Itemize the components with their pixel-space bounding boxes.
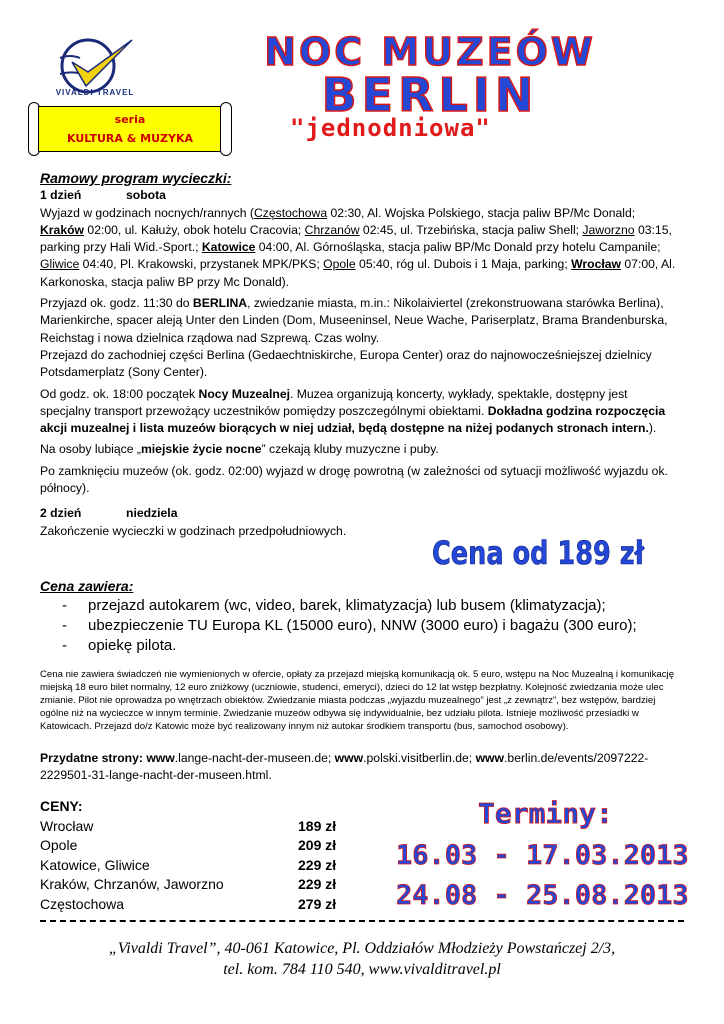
- night-notice: Dokładna godzina rozpoczęcia akcji muzealnej i lista muzeów biorących w niej udział, będą dostępne na niżej podanych stronach intern.: [40, 403, 666, 436]
- title-line2: BERLIN: [321, 68, 539, 122]
- series-label: seria: [114, 113, 146, 126]
- stop-city: Wrocław: [571, 257, 622, 272]
- title-line1: NOC MUZEÓW: [264, 30, 596, 74]
- series-name: KULTURA & MUZYKA: [67, 132, 193, 145]
- price-value: 209 zł: [298, 837, 337, 853]
- list-item: - ubezpieczenie TU Europa KL (15000 euro), NNW (3000 euro) i bagażu (300 euro);: [62, 616, 680, 636]
- price-city: Częstochowa: [40, 895, 125, 912]
- stop-details: 02:00, ul. Kałuży, obok hotelu Cracovia;: [84, 222, 305, 237]
- arrival-paragraph: [40, 295, 680, 347]
- useful-label: Przydatne strony:: [40, 751, 147, 765]
- program-heading: Ramowy program wycieczki:: [40, 170, 232, 186]
- stop-city: Kraków: [40, 222, 85, 237]
- stop-details: 05:40, róg ul. Dubois i 1 Maja, parking;: [355, 257, 572, 272]
- footer: [40, 938, 684, 980]
- clubs-a: Na osoby lubiące „: [40, 442, 141, 457]
- prices-heading: CENY:: [40, 798, 83, 814]
- day2-text: Zakończenie wycieczki w godzinach przedpołudniowych.: [40, 523, 347, 538]
- day1-row: [40, 187, 680, 204]
- stop-city: Częstochowa: [253, 205, 328, 220]
- night-paragraph: [40, 386, 680, 438]
- stop-details: 04:40, Pl. Krakowski, przystanek MPK/PKS;: [79, 257, 324, 272]
- logo-text: VIVALDI TRAVEL: [55, 88, 135, 97]
- arrival-text: Przyjazd ok. godz. 11:30 do: [40, 296, 193, 311]
- departure-paragraph: [40, 205, 680, 291]
- subtitle: "jednodniowa": [290, 114, 491, 142]
- series-banner: [28, 98, 232, 160]
- footer-address: „Vivaldi Travel”, 40-061 Katowice, Pl. Oddziałów Młodzieży Powstańczej 2/3,: [108, 940, 616, 957]
- stop-details: 02:45, ul. Trzebińska, stacja paliw Shell;: [359, 222, 583, 237]
- stop-details: 03:15, parking przy Hali Wid.-Sport.;: [40, 222, 672, 255]
- day2-name: niedziela: [126, 506, 178, 521]
- clubs-paragraph: [40, 441, 680, 458]
- price-city: Opole: [40, 837, 78, 853]
- stop-details: 07:00, Al. Karkonoska, stacja paliw BP przy Mc Donald).: [40, 257, 676, 289]
- clubs-c: ” czekają kluby muzyczne i puby.: [261, 442, 439, 457]
- return-paragraph: Po zamknięciu muzeów (ok. godz. 02:00) wyjazd w drogę powrotną (w zależności od sytuacji możliwość wyjazdu ok. północy).: [40, 463, 668, 496]
- includes-heading: Cena zawiera:: [40, 578, 134, 594]
- includes-section: [40, 578, 680, 656]
- term-date-1: 16.03 - 17.03.2013: [396, 840, 689, 871]
- terms-heading: Terminy:: [478, 797, 613, 830]
- arrival-city: BERLINA: [192, 296, 248, 311]
- clubs-b: miejskie życie nocne: [140, 442, 262, 457]
- price-value: 189 zł: [298, 817, 337, 834]
- notes-paragraph: Cena nie zawiera świadczeń nie wymienionych w ofercie, opłaty za przejazd miejską komunikacją ok. 5 euro, wstępu na Noc Muzealną i komunikację miejską 18 euro bilet normalny, 12 euro zniżkowy (uczniowie, studenci, emeryci), dzieci do 12 lat wstęp bezpłatny. Kolejność zwiedzania może ulec zmianie. Pilot nie oprowadza po wnętrzach obiektów. Zwiedzanie miasta podczas „wyjazdu muzealnego” jest „z zewnątrz”, bez wstępów, bardziej ogólne niż na wycieczce w innym terminie. Zwiedzanie muzeów odbywa się indywidualnie, bez udziału pilota. Istnieje możliwość przesiadki w Katowicach. Przejazd do/z Katowic może być realizowany innym niż autokar środkiem transportu (bus, samochod osobowy).: [40, 669, 675, 732]
- link-2-prefix: www: [334, 751, 364, 765]
- list-item: - opiekę pilota.: [62, 636, 680, 656]
- list-item: - przejazd autokarem (wc, video, barek, klimatyzacja) lub busem (klimatyzacja);: [62, 596, 680, 616]
- day1-name: sobota: [126, 188, 166, 203]
- day2-row: [40, 505, 680, 522]
- term-date-2: 24.08 - 25.08.2013: [396, 880, 689, 911]
- night-event: Nocy Muzealnej: [198, 386, 290, 401]
- table-row: [40, 817, 360, 837]
- table-row: [40, 895, 360, 915]
- stop-city: Chrzanów: [304, 222, 360, 237]
- departure-intro: Wyjazd w godzinach nocnych/rannych (: [40, 205, 254, 220]
- stop-details: 04:00, Al. Górnośląska, stacja paliw BP/Mc Donald przy hotelu Campanile;: [255, 240, 661, 255]
- program-section: [40, 170, 680, 544]
- useful-links: [40, 750, 680, 784]
- day1-label: 1 dzień: [40, 188, 82, 203]
- footer-contact: tel. kom. 784 110 540, www.vivalditravel.pl: [223, 961, 501, 978]
- divider: [40, 920, 684, 922]
- link-3-prefix: www: [475, 751, 505, 765]
- scroll-right-roll: [220, 102, 232, 156]
- table-row: [40, 856, 360, 876]
- link-2[interactable]: .polski.visitberlin.de;: [363, 751, 476, 765]
- price-city: Wrocław: [40, 817, 94, 834]
- price-value: 229 zł: [298, 856, 337, 873]
- price-value: 229 zł: [298, 876, 337, 892]
- table-row: [40, 875, 360, 895]
- link-3[interactable]: .berlin.de/events/2097222-2229501-31-lange-nacht-der-museen.html.: [40, 751, 649, 782]
- arrival-sights: , zwiedzanie miasta, m.in.: Nikolaiviertel (zrekonstruowana starówka Berlina), Marienkirche, spacer aleją Unter den Linden (Dom, Museeninsel, Neue Wache, Pariserplatz, Brama Brandenburska, Reichstag i nowa dzielnica rządowa nad Szprewą. Czas wolny.: [40, 296, 668, 345]
- series-box: [38, 106, 222, 152]
- price-city: Kraków, Chrzanów, Jaworzno: [40, 876, 224, 892]
- west-paragraph: Przejazd do zachodniej części Berlina (Gedaechtniskirche, Europa Center) oraz do najnowocześniejszej dzielnicy Potsdamerplatz (Sony Center).: [40, 347, 652, 380]
- day2-label: 2 dzień: [40, 506, 82, 521]
- night-desc: . Muzea organizują koncerty, wykłady, spektakle, dostępny jest specjalny transport przewożący uczestników pomiędzy poszczególnymi obiektami.: [40, 386, 628, 418]
- stop-city: Opole: [323, 257, 356, 272]
- stop-city: Jaworzno: [582, 222, 635, 237]
- price-value: 279 zł: [298, 895, 337, 912]
- includes-list: [62, 596, 680, 656]
- price-from-banner: Cena od 189 zł: [432, 534, 645, 572]
- link-1[interactable]: .lange-nacht-der-museen.de;: [174, 751, 335, 765]
- stop-details: 02:30, Al. Wojska Polskiego, stacja paliw BP/Mc Donald;: [327, 205, 636, 220]
- link-1-prefix: www: [146, 751, 175, 765]
- night-end: ).: [648, 421, 657, 436]
- table-row: [40, 836, 360, 856]
- stop-city: Gliwice: [40, 257, 80, 272]
- price-city: Katowice, Gliwice: [40, 856, 150, 873]
- price-table: [40, 797, 360, 914]
- stop-city: Katowice: [201, 240, 256, 255]
- night-start: Od godz. ok. 18:00 początek: [40, 386, 199, 401]
